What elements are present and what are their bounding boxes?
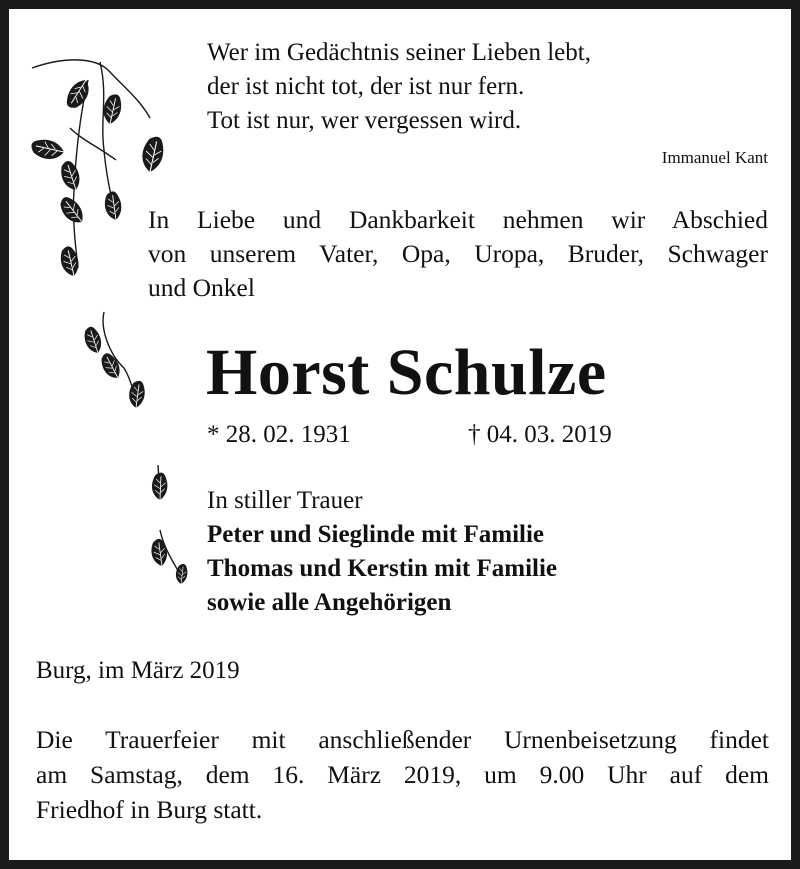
mourner-line: Thomas und Kerstin mit Familie (207, 555, 558, 582)
mourner-line: Peter und Sieglinde mit Familie (207, 521, 545, 548)
service-line: am Samstag, dem 16. März 2019, um 9.00 Uhr auf dem (36, 760, 769, 789)
farewell-text (148, 203, 768, 305)
birth-date: * 28. 02. 1931 (207, 421, 351, 448)
deceased-name: Horst Schulze (206, 336, 607, 409)
memorial-quote (207, 36, 591, 138)
mourner-line: sowie alle Angehörigen (207, 589, 452, 616)
death-date: † 04. 03. 2019 (468, 421, 612, 448)
funeral-service-notice (36, 722, 769, 827)
service-line: Friedhof in Burg statt. (36, 795, 263, 824)
farewell-line: von unserem Vater, Opa, Uropa, Bruder, Schwager (148, 239, 768, 268)
quote-line: Wer im Gedächtnis seiner Lieben lebt, (207, 39, 591, 66)
place-and-date: Burg, im März 2019 (36, 657, 240, 684)
quote-line: Tot ist nur, wer vergessen wird. (207, 107, 522, 134)
farewell-line: und Onkel (148, 273, 255, 302)
service-line: Die Trauerfeier mit anschließender Urnenbeisetzung findet (36, 725, 769, 754)
farewell-line: In Liebe und Dankbarkeit nehmen wir Abschied (148, 205, 768, 234)
mourners-heading: In stiller Trauer (207, 487, 363, 514)
mourners-block (207, 484, 557, 620)
quote-author: Immanuel Kant (661, 148, 768, 167)
quote-line: der ist nicht tot, der ist nur fern. (207, 73, 525, 100)
